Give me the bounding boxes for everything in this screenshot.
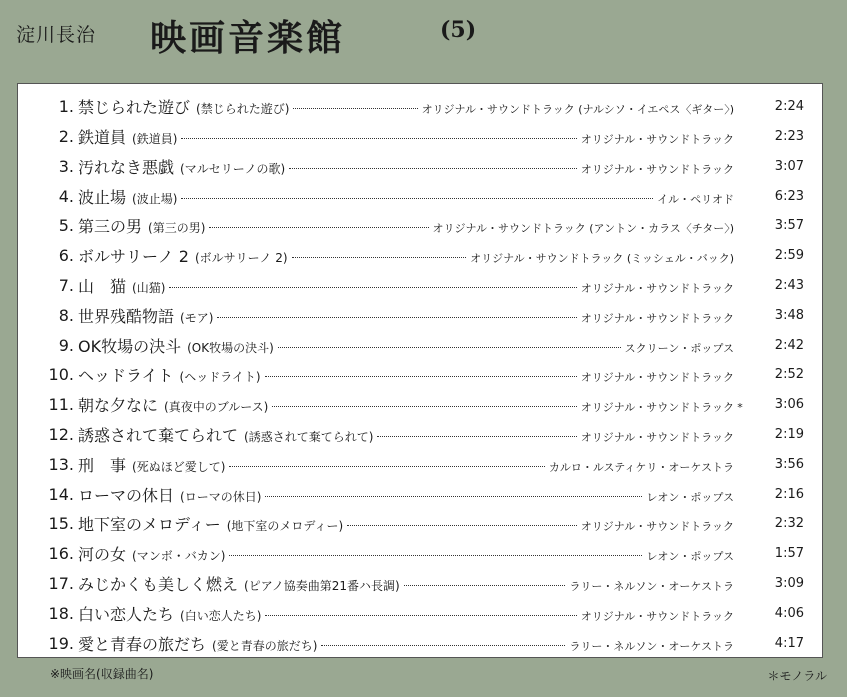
performer: オリジナル・サウンドトラック — [580, 162, 734, 176]
performer: イル・ペリオド — [657, 192, 734, 206]
track-row — [18, 628, 824, 658]
movie-title: OK牧場の決斗 — [78, 336, 182, 356]
track-number: 6. — [58, 246, 74, 266]
song-title: (白い恋人たち) — [180, 608, 262, 623]
track-number: 7. — [58, 276, 74, 296]
movie-title: 禁じられた遊び — [78, 98, 191, 118]
track-time: 2:23 — [774, 129, 804, 145]
movie-title: 刑 事 — [78, 455, 127, 475]
movie-title: 白い恋人たち — [78, 604, 175, 624]
song-title: (ヘッドライト) — [179, 370, 261, 385]
leader-dots — [292, 257, 467, 258]
performer: オリジナル・サウンドトラック (ナルシソ・イエペス〈ギター〉) — [421, 103, 734, 117]
track-body — [78, 632, 746, 655]
track-body — [78, 453, 746, 476]
song-title: (地下室のメロディー) — [226, 519, 344, 534]
track-row — [18, 420, 824, 450]
leader-dots — [229, 555, 642, 556]
track-row — [18, 450, 824, 480]
performer: オリジナル・サウンドトラック — [580, 401, 734, 415]
performer: オリジナル・サウンドトラック — [580, 609, 734, 623]
track-row — [18, 569, 824, 599]
performer: カルロ・ルスティケリ・オーケストラ — [548, 460, 734, 474]
movie-title: 第三の男 — [78, 217, 143, 237]
movie-title: 誘惑されて棄てられて — [78, 426, 239, 446]
track-row — [18, 539, 824, 569]
performer: オリジナル・サウンドトラック — [580, 431, 734, 445]
track-time: 2:42 — [774, 337, 804, 353]
track-number: 14. — [48, 484, 74, 504]
track-time: 3:06 — [774, 397, 804, 413]
leader-dots — [377, 436, 576, 437]
leader-dots — [229, 466, 544, 467]
track-number: 18. — [48, 603, 74, 623]
track-row — [18, 509, 824, 539]
track-time: 2:32 — [774, 516, 804, 532]
movie-title: 愛と青春の旅だち — [78, 634, 207, 654]
track-row — [18, 479, 824, 509]
track-number: 11. — [48, 395, 74, 415]
track-row — [18, 599, 824, 629]
track-time: 2:24 — [774, 99, 804, 115]
track-number: 15. — [48, 514, 74, 534]
movie-title: ヘッドライト — [78, 366, 174, 386]
leader-dots — [209, 227, 428, 228]
album-title: 映画音楽館 — [150, 17, 346, 59]
leader-dots — [278, 347, 621, 348]
track-time: 4:17 — [774, 635, 804, 651]
track-time: 2:19 — [774, 427, 804, 443]
movie-title: 河の女 — [78, 545, 127, 565]
track-body — [78, 512, 746, 535]
track-row — [18, 122, 824, 152]
track-body — [78, 572, 746, 595]
song-title: (ピアノ協奏曲第21番ハ長調) — [244, 579, 400, 594]
song-title: (愛と青春の旅だち) — [212, 638, 318, 653]
track-body — [78, 274, 746, 297]
track-time: 1:57 — [774, 546, 804, 562]
track-body — [78, 602, 746, 625]
track-row — [18, 330, 824, 360]
leader-dots — [217, 317, 576, 318]
track-body — [78, 542, 746, 565]
track-body — [78, 363, 746, 386]
song-title: (誘惑されて棄てられて) — [244, 430, 374, 445]
track-row — [18, 92, 824, 122]
performer: スクリーン・ポップス — [624, 341, 734, 355]
song-title: (OK牧場の決斗) — [187, 340, 274, 355]
track-time: 3:09 — [774, 576, 804, 592]
movie-title: 汚れなき悪戯 — [78, 157, 175, 177]
movie-title: ローマの休日 — [78, 485, 175, 505]
track-body — [78, 185, 746, 208]
movie-title: 鉄道員 — [78, 128, 127, 148]
leader-dots — [404, 585, 566, 586]
track-body — [78, 155, 746, 178]
track-time: 3:56 — [774, 456, 804, 472]
leader-dots — [181, 138, 576, 139]
song-title: (ボルサリーノ 2) — [194, 251, 288, 266]
volume-number: (5) — [440, 17, 477, 43]
track-number: 9. — [58, 335, 74, 355]
track-number: 1. — [58, 97, 74, 117]
movie-title: ボルサリーノ 2 — [78, 247, 189, 267]
leader-dots — [169, 287, 576, 288]
performer: レオン・ポップス — [646, 550, 734, 564]
track-row — [18, 211, 824, 241]
movie-title: 地下室のメロディー — [78, 515, 221, 535]
artist-name: 淀川長治 — [16, 24, 97, 46]
performer: オリジナル・サウンドトラック — [580, 371, 734, 385]
leader-dots — [181, 198, 653, 199]
leader-dots — [289, 168, 577, 169]
mono-mark: * — [737, 401, 743, 415]
track-time: 2:16 — [774, 486, 804, 502]
track-body — [78, 423, 746, 446]
track-row — [18, 390, 824, 420]
track-row — [18, 152, 824, 182]
leader-dots — [265, 376, 577, 377]
track-time: 2:59 — [774, 248, 804, 264]
performer: オリジナル・サウンドトラック (アントン・カラス〈チター〉) — [432, 222, 734, 236]
track-number: 10. — [48, 365, 74, 385]
track-time: 6:23 — [774, 188, 804, 204]
leader-dots — [265, 496, 642, 497]
performer: オリジナル・サウンドトラック — [580, 311, 734, 325]
track-number: 2. — [58, 127, 74, 147]
song-title: (第三の男) — [148, 221, 206, 236]
performer: レオン・ポップス — [646, 490, 734, 504]
song-title: (マンボ・バカン) — [132, 549, 226, 564]
song-title: (モア) — [180, 310, 214, 325]
leader-dots — [321, 645, 565, 646]
movie-title: 朝な夕なに — [78, 396, 159, 416]
performer: ラリー・ネルソン・オーケストラ — [569, 580, 734, 594]
track-body — [78, 334, 746, 357]
track-row — [18, 241, 824, 271]
track-time: 4:06 — [774, 605, 804, 621]
track-number: 3. — [58, 156, 74, 176]
leader-dots — [272, 406, 576, 407]
track-number: 8. — [58, 305, 74, 325]
track-number: 17. — [48, 574, 74, 594]
performer: オリジナル・サウンドトラック — [580, 520, 734, 534]
mono-legend: ＊モノラル — [767, 669, 827, 683]
leader-dots — [347, 525, 577, 526]
movie-title: みじかくも美しく燃え — [78, 575, 239, 595]
song-title: (山猫) — [132, 281, 166, 296]
performer: オリジナル・サウンドトラック — [580, 133, 734, 147]
movie-title: 世界残酷物語 — [78, 306, 175, 326]
track-number: 4. — [58, 186, 74, 206]
song-title: (波止場) — [132, 191, 178, 206]
song-title: (禁じられた遊び) — [196, 102, 290, 117]
track-row — [18, 181, 824, 211]
song-title: (真夜中のブルース) — [164, 400, 269, 415]
song-title: (鉄道員) — [132, 132, 178, 147]
track-list — [17, 83, 823, 658]
track-row — [18, 271, 824, 301]
movie-title: 波止場 — [78, 187, 127, 207]
track-body — [78, 483, 746, 506]
song-title: (マルセリーノの歌) — [180, 161, 286, 176]
track-body — [78, 95, 746, 118]
track-number: 5. — [58, 216, 74, 236]
track-body — [78, 393, 746, 416]
track-body — [78, 125, 746, 148]
track-number: 12. — [48, 425, 74, 445]
leader-dots — [265, 615, 576, 616]
footer-note: ※映画名(収録曲名) — [50, 667, 154, 681]
track-number: 16. — [48, 544, 74, 564]
track-row — [18, 360, 824, 390]
track-body — [78, 214, 746, 237]
track-body — [78, 304, 746, 327]
performer: ラリー・ネルソン・オーケストラ — [569, 639, 734, 653]
header — [0, 0, 847, 70]
song-title: (ローマの休日) — [180, 489, 262, 504]
track-number: 19. — [48, 633, 74, 653]
track-time: 3:48 — [774, 307, 804, 323]
leader-dots — [293, 108, 417, 109]
performer: オリジナル・サウンドトラック (ミッシェル・バック) — [470, 252, 734, 266]
movie-title: 山 猫 — [78, 277, 127, 297]
performer: オリジナル・サウンドトラック — [580, 282, 734, 296]
track-number: 13. — [48, 454, 74, 474]
track-time: 3:57 — [774, 218, 804, 234]
track-row — [18, 301, 824, 331]
song-title: (死ぬほど愛して) — [132, 459, 226, 474]
track-time: 2:43 — [774, 278, 804, 294]
track-body — [78, 244, 746, 267]
track-time: 3:07 — [774, 158, 804, 174]
track-time: 2:52 — [774, 367, 804, 383]
